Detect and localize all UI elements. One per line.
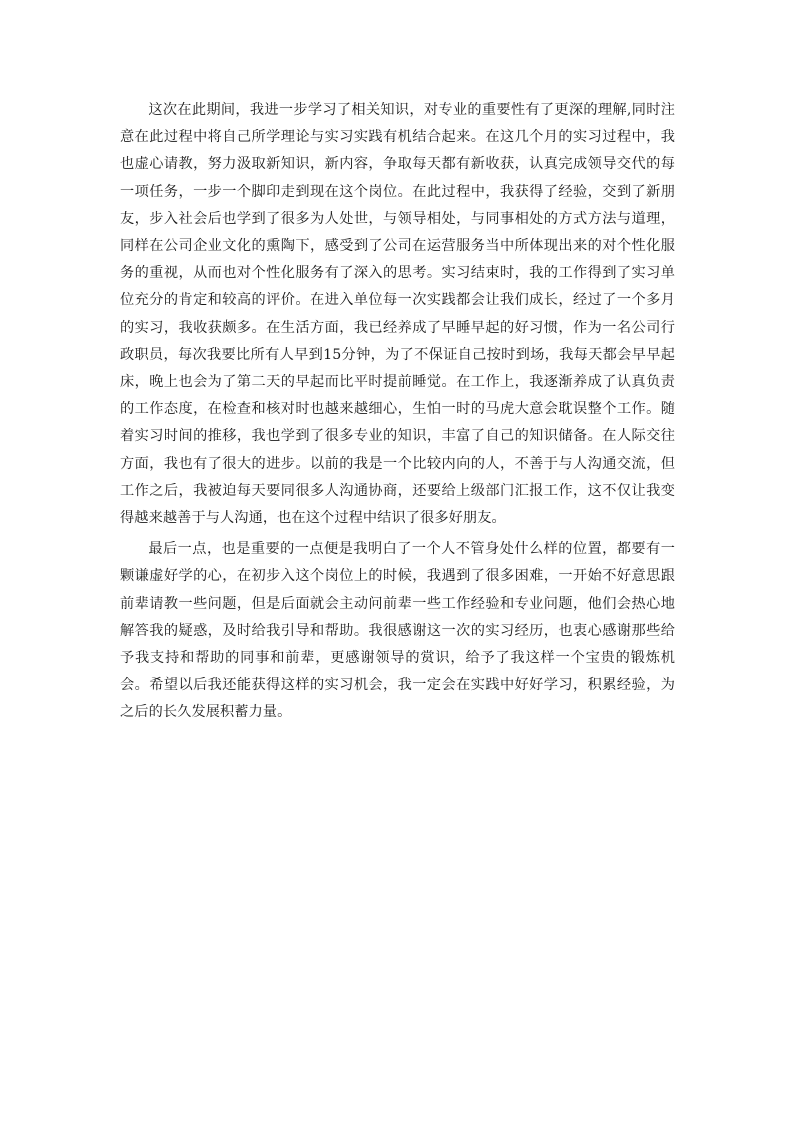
paragraph-2: 最后一点，也是重要的一点便是我明白了一个人不管身处什么样的位置，都要有一颗谦虚好学的心，在初步入这个岗位上的时候，我遇到了很多困难，一开始不好意思跟前辈请教一些问题，但是后面就会主动问前辈一些工作经验和专业问题，他们会热心地解答我的疑惑，及时给我引导和帮助。我很感谢这一次的实习经历，也衷心感谢那些给予我支持和帮助的同事和前辈，更感谢领导的赏识，给予了我这样一个宝贵的锻炼机会。希望以后我还能获得这样的实习机会，我一定会在实践中好好学习，积累经验，为之后的长久发展积蓄力量。 [120,541,675,721]
document-page [120,97,675,727]
paragraph-1: 这次在此期间，我进一步学习了相关知识，对专业的重要性有了更深的理解,同时注意在此过程中将自己所学理论与实习实践有机结合起来。在这几个月的实习过程中，我也虚心请教，努力汲取新知识，新内容，争取每天都有新收获，认真完成领导交代的每一项任务，一步一个脚印走到现在这个岗位。在此过程中，我获得了经验，交到了新朋友，步入社会后也学到了很多为人处世，与领导相处，与同事相处的方式方法与道理，同样在公司企业文化的熏陶下，感受到了公司在运营服务当中所体现出来的对个性化服务的重视，从而也对个性化服务有了深入的思考。实习结束时，我的工作得到了实习单位充分的肯定和较高的评价。在进入单位每一次实践都会让我们成长，经过了一个多月的实习，我收获颇多。在生活方面，我已经养成了早睡早起的好习惯，作为一名公司行政职员，每次我要比所有人早到15分钟，为了不保证自己按时到场，我每天都会早早起床，晚上也会为了第二天的早起而比平时提前睡觉。在工作上，我逐渐养成了认真负责的工作态度，在检查和核对时也越来越细心，生怕一时的马虎大意会耽误整个工作。随着实习时间的推移，我也学到了很多专业的知识，丰富了自己的知识储备。在人际交往方面，我也有了很大的进步。以前的我是一个比较内向的人，不善于与人沟通交流，但工作之后，我被迫每天要同很多人沟通协商，还要给上级部门汇报工作，这不仅让我变得越来越善于与人沟通，也在这个过程中结识了很多好朋友。 [120,102,675,527]
